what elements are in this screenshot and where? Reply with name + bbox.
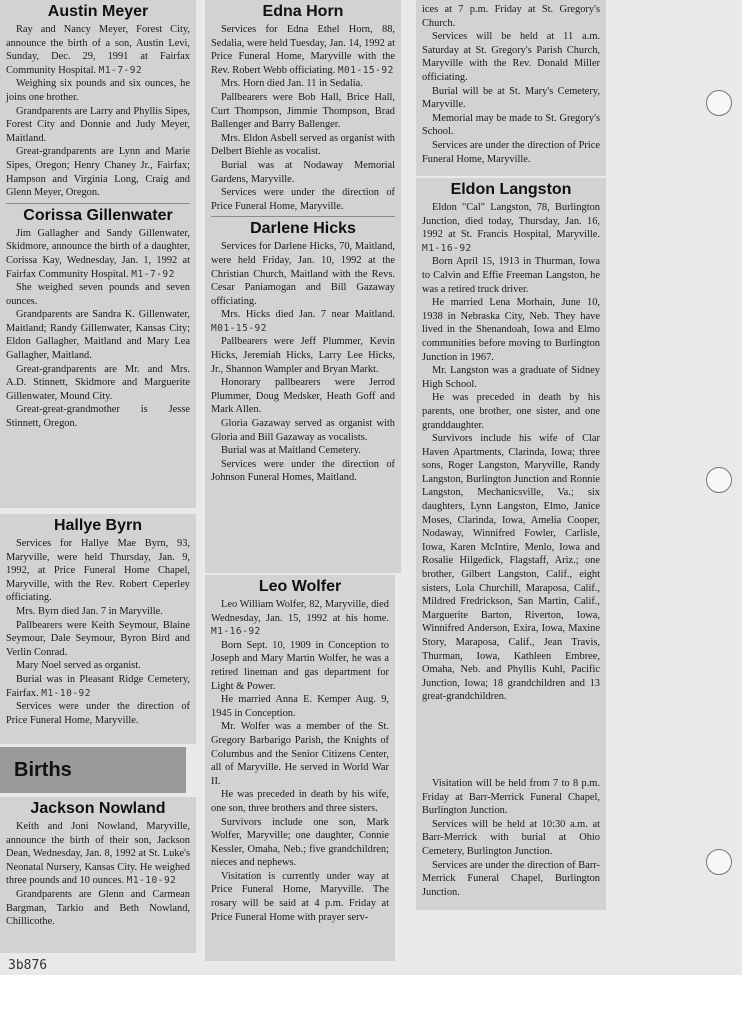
binder-hole-icon <box>706 90 732 116</box>
darlene-p3: Pallbearers were Jeff Plummer, Kevin Hicks, Jeremiah Hicks, Larry Lee Hicks, Jr., Shannon Wampler and Bryan Markt. <box>211 336 395 375</box>
jackson-p1: Keith and Joni Nowland, Maryville, announce the birth of their son, Jackson Dean, Wednesday, Jan. 8, 1992 at St. Luke's Neonatal Nursery, Kansas City. He weighed three pounds and 10 ounces. M1-10-92 <box>6 821 190 887</box>
eldon-p6: Survivors include his wife of Clar Haven Apartments, Clarinda, Iowa; three sons, Roger Langston, Maryville, Randy Langston, Burlington Junction and Ronnie Langston, Mechanicsville, Va.; six daughters, Lynn Langston, Elmo, Janice Moses, Clarinda, Iowa, Amelia Cooper, Nodaway, Winnifred Fowler, Carlisle, Iowa, Karen McIntire, Menlo, Iowa and Rosalie Hilgedick, Flagstaff, Ariz.; one brother, Gilbert Langston, Calif., eight sisters, Lola Churchill, Maraposa, Calif., Mildred Fredrickson, San Martin, Calif., Marguerite Barton, Riverton, Iowa, Winnifred Anderson, Exira, Iowa, Maxine Story, Maraposa, Calif., Jean Travis, Thurman, Iowa, Kathleen Embree, Omaha, Neb. and Phyllis Kuhl, Pacific Junction, Iowa; 18 grandchildren and 13 great-grandchildren. <box>422 433 600 703</box>
column-middle-bottom <box>205 575 395 961</box>
austin-p2: Weighing six pounds and six ounces, he joins one brother. <box>6 78 190 103</box>
darlene-p5: Gloria Gazaway served as organist with Gloria and Bill Gazaway as vocalists. <box>211 418 395 443</box>
corissa-p5: Great-great-grandmother is Jesse Stinnett, Oregon. <box>6 404 190 430</box>
edna-heading: Edna Horn <box>262 3 344 20</box>
corissa-p4: Great-grandparents are Mr. and Mrs. A.D. Stinnett, Skidmore and Marguerite Gillenwater, Mound City. <box>6 363 190 402</box>
edna-p3: Pallbearers were Bob Hall, Brice Hall, Curt Thompson, Jimmie Thompson, Brad Ballenger and Barry Ballenger. <box>211 91 395 131</box>
jackson-heading: Jackson Nowland <box>30 800 166 817</box>
leo-cont-p4: Memorial may be made to St. Gregory's School. <box>422 112 600 138</box>
edna-p1: Services for Edna Ethel Horn, 88, Sedalia, were held Tuesday, Jan. 14, 1992 at Price Funeral Home, Maryville with the Rev. Robert Webb officiating. M01-15-92 <box>211 24 395 76</box>
hallye-p4: Mary Noel served as organist. <box>16 660 141 672</box>
eldon-p9: Services are under the direction of Barr-Merrick Funeral Chapel, Burlington Junction. <box>422 859 600 898</box>
page-number: 3b876 <box>8 958 48 973</box>
leo-cont-p1: ices at 7 p.m. Friday at St. Gregory's Church. <box>422 4 600 29</box>
edna-p6: Services were under the direction of Price Funeral Home, Maryville. <box>211 187 395 212</box>
handwritten-date: M01-15-92 <box>337 64 394 76</box>
eldon-p3: He married Lena Morhain, June 10, 1938 in Nebraska City, Neb. They have lived in the Shenandoah, Iowa and Elmo communities before moving to Burlington Junction in 1967. <box>422 297 600 363</box>
hallye-p6: Services were under the direction of Price Funeral Home, Maryville. <box>6 701 190 726</box>
hallye-p2: Mrs. Byrn died Jan. 7 in Maryville. <box>16 605 163 617</box>
darlene-p4: Honorary pallbearers were Jerrod Plummer, Doug Medsker, Heath Goff and Mark Allen. <box>211 377 395 416</box>
handwritten-date: M1-7-92 <box>131 268 175 280</box>
binder-hole-icon <box>706 467 732 493</box>
handwritten-date: M1-16-92 <box>211 626 261 638</box>
corissa-p1: Jim Gallagher and Sandy Gillenwater, Skidmore, announce the birth of a daughter, Corissa Kay, Wednesday, Jan. 1, 1992 at Fairfax Community Hospital. M1-7-92 <box>6 227 190 280</box>
leo-p3: He married Anna E. Kemper Aug. 9, 1945 in Conception. <box>211 694 389 719</box>
hallye-p3: Pallbearers were Keith Seymour, Blaine Seymour, Dale Seymour, Byron Bird and Verlin Conrad. <box>6 619 190 658</box>
eldon-p2: Born April 15, 1913 in Thurman, Iowa to Calvin and Effie Freeman Langston, he was a retired truck driver. <box>422 256 600 295</box>
eldon-heading: Eldon Langston <box>450 181 572 198</box>
eldon-p7: Visitation will be held from 7 to 8 p.m. Friday at Barr-Merrick Funeral Chapel, Burlington Junction. <box>422 778 600 817</box>
eldon-p1: Eldon "Cal" Langston, 78, Burlington Junction, died today, Thursday, Jan. 16, 1992 at St. Francis Hospital, Maryville. M1-16-92 <box>422 202 600 254</box>
column-middle-top <box>205 0 401 573</box>
leo-cont-p5: Services are under the direction of Price Funeral Home, Maryville. <box>422 139 600 165</box>
births-section-bar <box>0 747 186 793</box>
austin-p1: Ray and Nancy Meyer, Forest City, announce the birth of a son, Austin Levi, Sunday, Dec. 29, 1991 at Fairfax Community Hospital. M1-7-92 <box>6 24 190 76</box>
eldon-p8: Services will be held at 10:30 a.m. at Barr-Merrick with burial at Ohio Cemetery, Burlington Junction. <box>422 818 600 857</box>
darlene-p2: Mrs. Hicks died Jan. 7 near Maitland. M01-15-92 <box>211 309 395 334</box>
leo-cont-p2: Services will be held at 11 a.m. Saturday at St. Gregory's Parish Church, Maryville with the Rev. Donald Miller officiating. <box>422 31 600 83</box>
darlene-p6: Burial was at Maitland Cemetery. <box>221 445 361 457</box>
column-left-middle <box>0 514 196 744</box>
divider <box>6 203 190 204</box>
austin-p4: Great-grandparents are Lynn and Marie Sipes, Oregon; Henry Chaney Jr., Fairfax; Hampson and Virginia Long, Craig and Glenn Meyer, Oregon. <box>6 146 190 199</box>
hallye-heading: Hallye Byrn <box>53 517 143 534</box>
corissa-p2: She weighed seven pounds and seven ounces. <box>6 282 190 307</box>
eldon-p5: He was preceded in death by his parents, one brother, one sister, and one granddaughter. <box>422 392 600 431</box>
leo-p4: Mr. Wolfer was a member of the St. Gregory Barbarigo Parish, the Knights of Columbus and the Senior Citizens Center, all of Maryville. He served in World War II. <box>211 721 389 787</box>
handwritten-date: M1-16-92 <box>422 242 472 254</box>
handwritten-date: M1-10-92 <box>126 875 177 887</box>
handwritten-date: M1-7-92 <box>98 64 143 76</box>
column-right-top <box>416 0 606 176</box>
darlene-p7: Services were under the direction of Johnson Funeral Homes, Maitland. <box>211 458 395 484</box>
eldon-p4: Mr. Langston was a graduate of Sidney High School. <box>422 365 600 390</box>
column-right-bottom <box>416 774 606 910</box>
austin-meyer-heading: Austin Meyer <box>47 3 149 20</box>
edna-p4: Mrs. Eldon Asbell served as organist with Delbert Biehle as vocalist. <box>211 132 395 158</box>
corissa-p3: Grandparents are Sandra K. Gillenwater, Maitland; Randy Gillenwater, Kansas City; Eldon Gallagher, Maitland and Mary Lea Gallagher, Maitland. <box>6 309 190 362</box>
handwritten-date: M01-15-92 <box>211 322 267 334</box>
hallye-p5: Burial was in Pleasant Ridge Cemetery, Fairfax. M1-10-92 <box>6 673 190 699</box>
leo-heading: Leo Wolfer <box>258 578 342 595</box>
leo-p2: Born Sept. 10, 1909 in Conception to Joseph and Mary Martin Wolfer, he was a retired lineman and gas department for Light & Power. <box>211 639 389 692</box>
leo-p7: Visitation is currently under way at Price Funeral Home, Maryville. The rosary will be said at 4 p.m. Friday at Price Funeral Home with prayer serv- <box>211 870 389 923</box>
binder-hole-icon <box>706 849 732 875</box>
austin-p3: Grandparents are Larry and Phyllis Sipes, Forest City and Donnie and Judy Meyer, Maitland. <box>6 105 190 144</box>
leo-cont-p3: Burial will be at St. Mary's Cemetery, Maryville. <box>422 85 600 111</box>
divider <box>211 216 395 217</box>
edna-p2: Mrs. Horn died Jan. 11 in Sedalia. <box>221 78 363 90</box>
darlene-p1: Services for Darlene Hicks, 70, Maitland, were held Friday, Jan. 10, 1992 at the Christian Church, Maitland with the Revs. Cesar Paniamogan and Bill Gazaway officiating. <box>211 241 395 307</box>
edna-p5: Burial was at Nodaway Memorial Gardens, Maryville. <box>211 159 395 185</box>
column-left-top <box>0 0 196 508</box>
corissa-heading: Corissa Gillenwater <box>23 206 173 224</box>
leo-p5: He was preceded in death by his wife, one son, three brothers and three sisters. <box>211 789 389 814</box>
births-label: Births <box>14 759 72 781</box>
leo-p6: Survivors include one son, Mark Wolfer, Maryville; one daughter, Connie Kessler, Omaha, Neb.; five grandchildren; nieces and nephews. <box>211 816 389 869</box>
handwritten-date: M1-10-92 <box>41 687 91 699</box>
column-left-bottom <box>0 797 196 953</box>
hallye-p1: Services for Hallye Mae Byrn, 93, Maryville, were held Thursday, Jan. 9, 1992, at Price Funeral Home Chapel, Maryville, with the Rev. Robert Ceperley officiating. <box>6 538 190 604</box>
jackson-p2: Grandparents are Glenn and Carmean Bargman, Tarkio and Beth Nowland, Chillicothe. <box>6 888 190 928</box>
column-right-main <box>416 178 606 776</box>
leo-p1: Leo William Wolfer, 82, Maryville, died Wednesday, Jan. 15, 1992 at his home. M1-16-92 <box>211 599 389 638</box>
darlene-heading: Darlene Hicks <box>250 220 356 238</box>
